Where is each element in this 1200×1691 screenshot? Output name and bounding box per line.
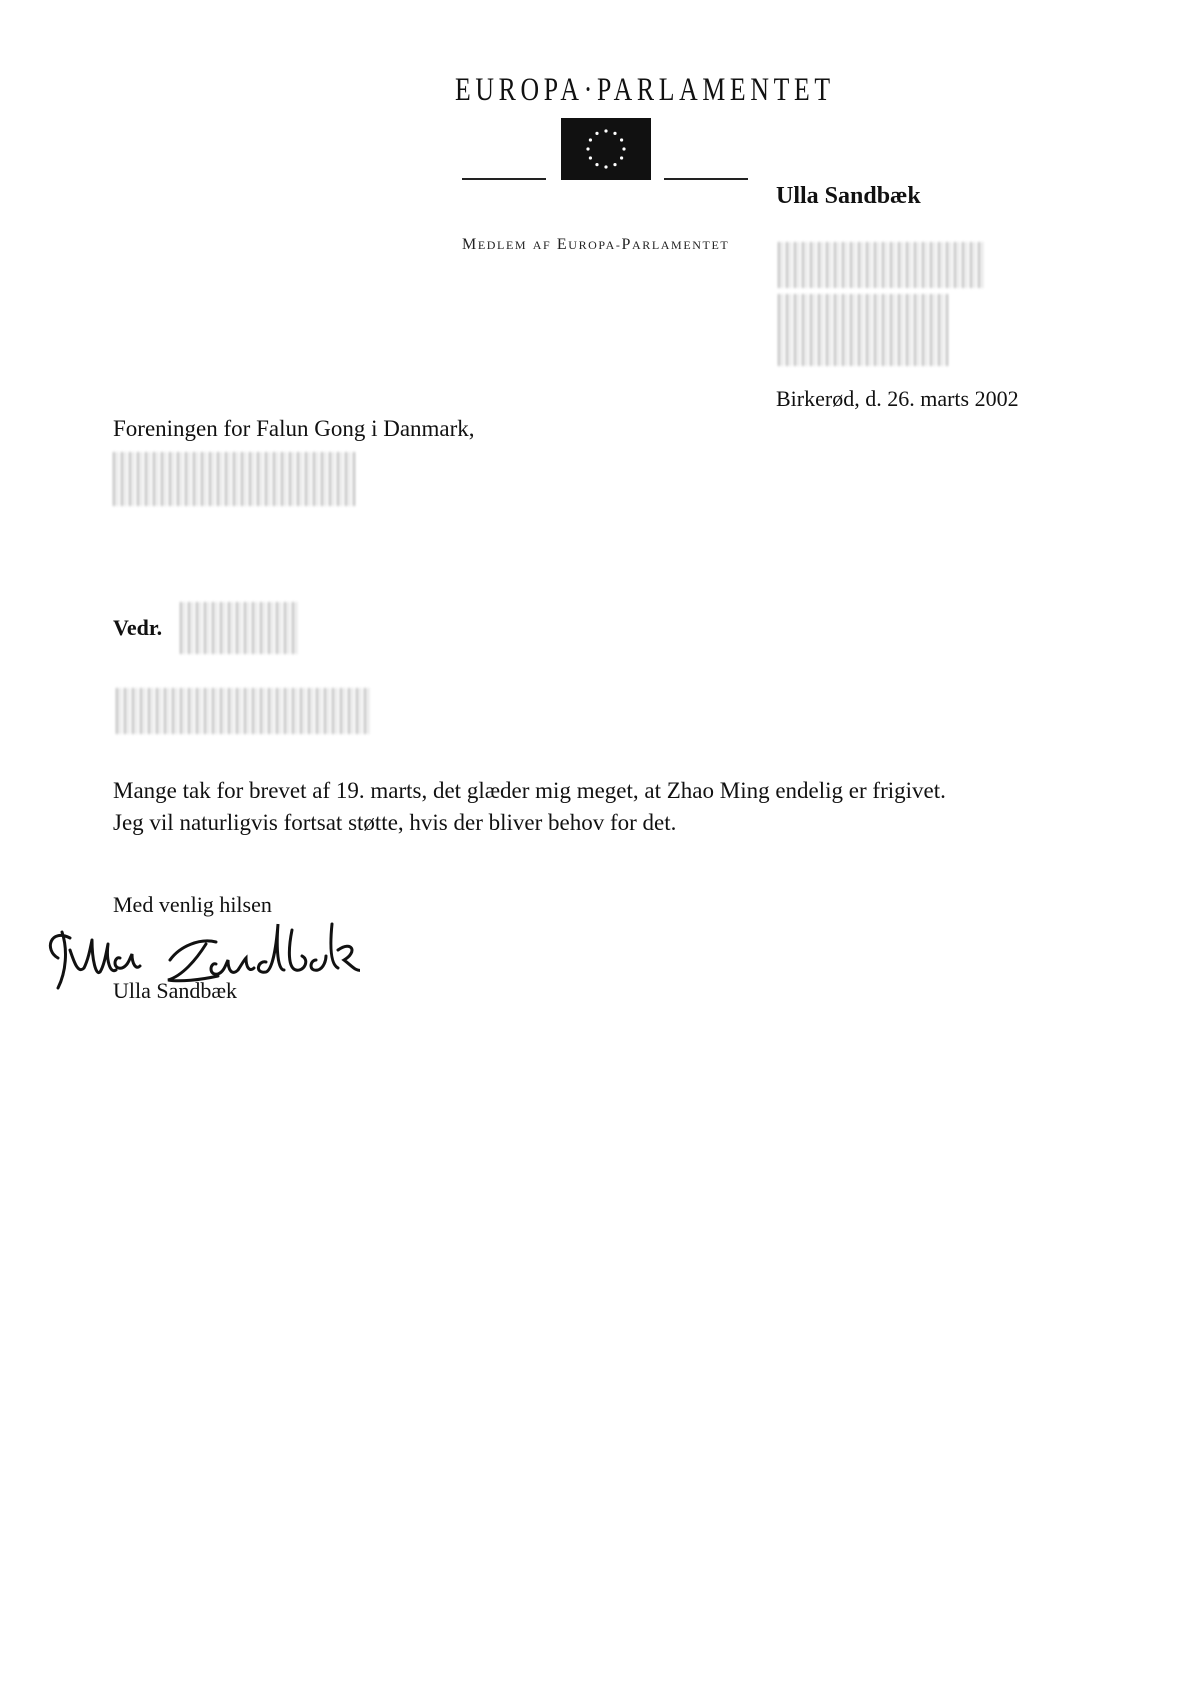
- signer-name: Ulla Sandbæk: [113, 978, 238, 1003]
- redacted-sender-address: [778, 242, 983, 288]
- flag-star-icon: [604, 165, 607, 168]
- flag-star-icon: [620, 156, 623, 159]
- redacted-subject-line: [116, 688, 371, 734]
- eu-flag-icon: [561, 118, 651, 180]
- sender-name: Ulla Sandbæk: [776, 183, 921, 209]
- subject-label: Vedr.: [113, 615, 163, 640]
- flag-star-icon: [620, 138, 623, 141]
- member-subtitle: MEDLEM AF EUROPA-PARLAMENTET: [462, 236, 730, 253]
- closing-greeting: Med venlig hilsen: [113, 892, 272, 917]
- redacted-subject: [180, 602, 300, 654]
- flag-star-icon: [589, 156, 592, 159]
- letter-body: [113, 775, 946, 839]
- letterhead-rule-left: [462, 178, 546, 180]
- parliament-wordmark: EUROPA·PARLAMENTET: [455, 72, 835, 108]
- letter-date: Birkerød, d. 26. marts 2002: [776, 386, 1019, 411]
- flag-star-icon: [595, 132, 598, 135]
- body-line-2: Jeg vil naturligvis fortsat støtte, hvis der bliver behov for det.: [113, 810, 677, 835]
- flag-star-icon: [622, 147, 625, 150]
- flag-star-icon: [586, 147, 589, 150]
- flag-star-icon: [613, 163, 616, 166]
- flag-star-icon: [595, 163, 598, 166]
- body-line-1: Mange tak for brevet af 19. marts, det glæder mig meget, at Zhao Ming endelig er frigivet.: [113, 778, 946, 803]
- redacted-recipient-address: [113, 452, 356, 506]
- recipient-name: Foreningen for Falun Gong i Danmark,: [113, 416, 475, 441]
- redacted-sender-address-2: [778, 294, 948, 366]
- flag-star-icon: [613, 132, 616, 135]
- flag-star-icon: [604, 129, 607, 132]
- flag-star-icon: [589, 138, 592, 141]
- letterhead-rule-right: [664, 178, 748, 180]
